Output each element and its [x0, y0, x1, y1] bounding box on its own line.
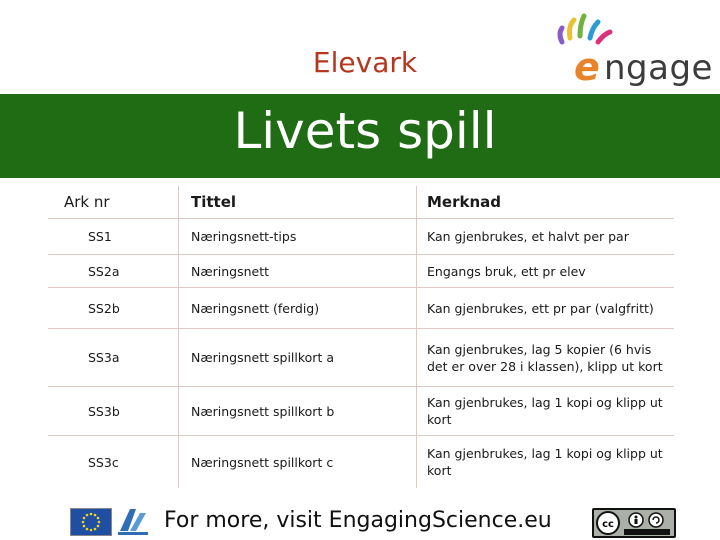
cell-tittel: Næringsnett	[178, 255, 416, 287]
logo-letter: e	[574, 45, 601, 89]
table-row	[48, 255, 674, 288]
engage-logo	[552, 12, 713, 89]
cc-license-badge-icon	[592, 508, 676, 538]
page-title: Livets spill	[233, 102, 497, 160]
table-header-row	[48, 186, 674, 219]
cell-tittel: Næringsnett spillkort b	[178, 387, 416, 435]
svg-text:cc: cc	[602, 519, 614, 530]
table-row	[48, 329, 674, 387]
cell-tittel: Næringsnett (ferdig)	[178, 288, 416, 328]
table-row	[48, 288, 674, 329]
table-row	[48, 387, 674, 436]
column-header-merknad: Merknad	[416, 186, 674, 218]
logo-text: ngage	[604, 48, 713, 88]
cell-ark-nr: SS3c	[88, 454, 119, 470]
footer-link-text[interactable]: For more, visit EngagingScience.eu	[164, 508, 552, 533]
document-subtitle: Elevark	[312, 46, 418, 79]
cell-ark-nr: SS2b	[88, 300, 120, 316]
cell-ark-nr: SS1	[88, 229, 112, 244]
table-row	[48, 219, 674, 255]
column-header-ark-nr: Ark nr	[64, 192, 110, 211]
eu-flag-icon	[70, 508, 112, 536]
fp7-logo-icon	[116, 505, 150, 537]
cell-ark-nr: SS3b	[88, 403, 120, 419]
cell-tittel: Næringsnett-tips	[178, 219, 416, 254]
cell-merknad: Kan gjenbrukes, ett pr par (valgfritt)	[416, 288, 674, 328]
cell-merknad: Engangs bruk, ett pr elev	[416, 255, 674, 287]
column-header-tittel: Tittel	[178, 186, 416, 218]
cell-ark-nr: SS3a	[88, 350, 120, 365]
title-banner	[0, 94, 720, 178]
cell-merknad: Kan gjenbrukes, lag 1 kopi og klipp ut kort	[416, 387, 674, 435]
cell-tittel: Næringsnett spillkort a	[178, 329, 416, 386]
worksheet-table	[48, 186, 674, 488]
cell-merknad: Kan gjenbrukes, lag 5 kopier (6 hvis det er over 28 i klassen), klipp ut kort	[416, 329, 674, 386]
cell-merknad: Kan gjenbrukes, et halvt per par	[416, 219, 674, 254]
table-row	[48, 436, 674, 488]
cell-merknad: Kan gjenbrukes, lag 1 kopi og klipp ut kort	[416, 436, 674, 488]
cell-ark-nr: SS2a	[88, 263, 120, 279]
cell-tittel: Næringsnett spillkort c	[178, 436, 416, 488]
